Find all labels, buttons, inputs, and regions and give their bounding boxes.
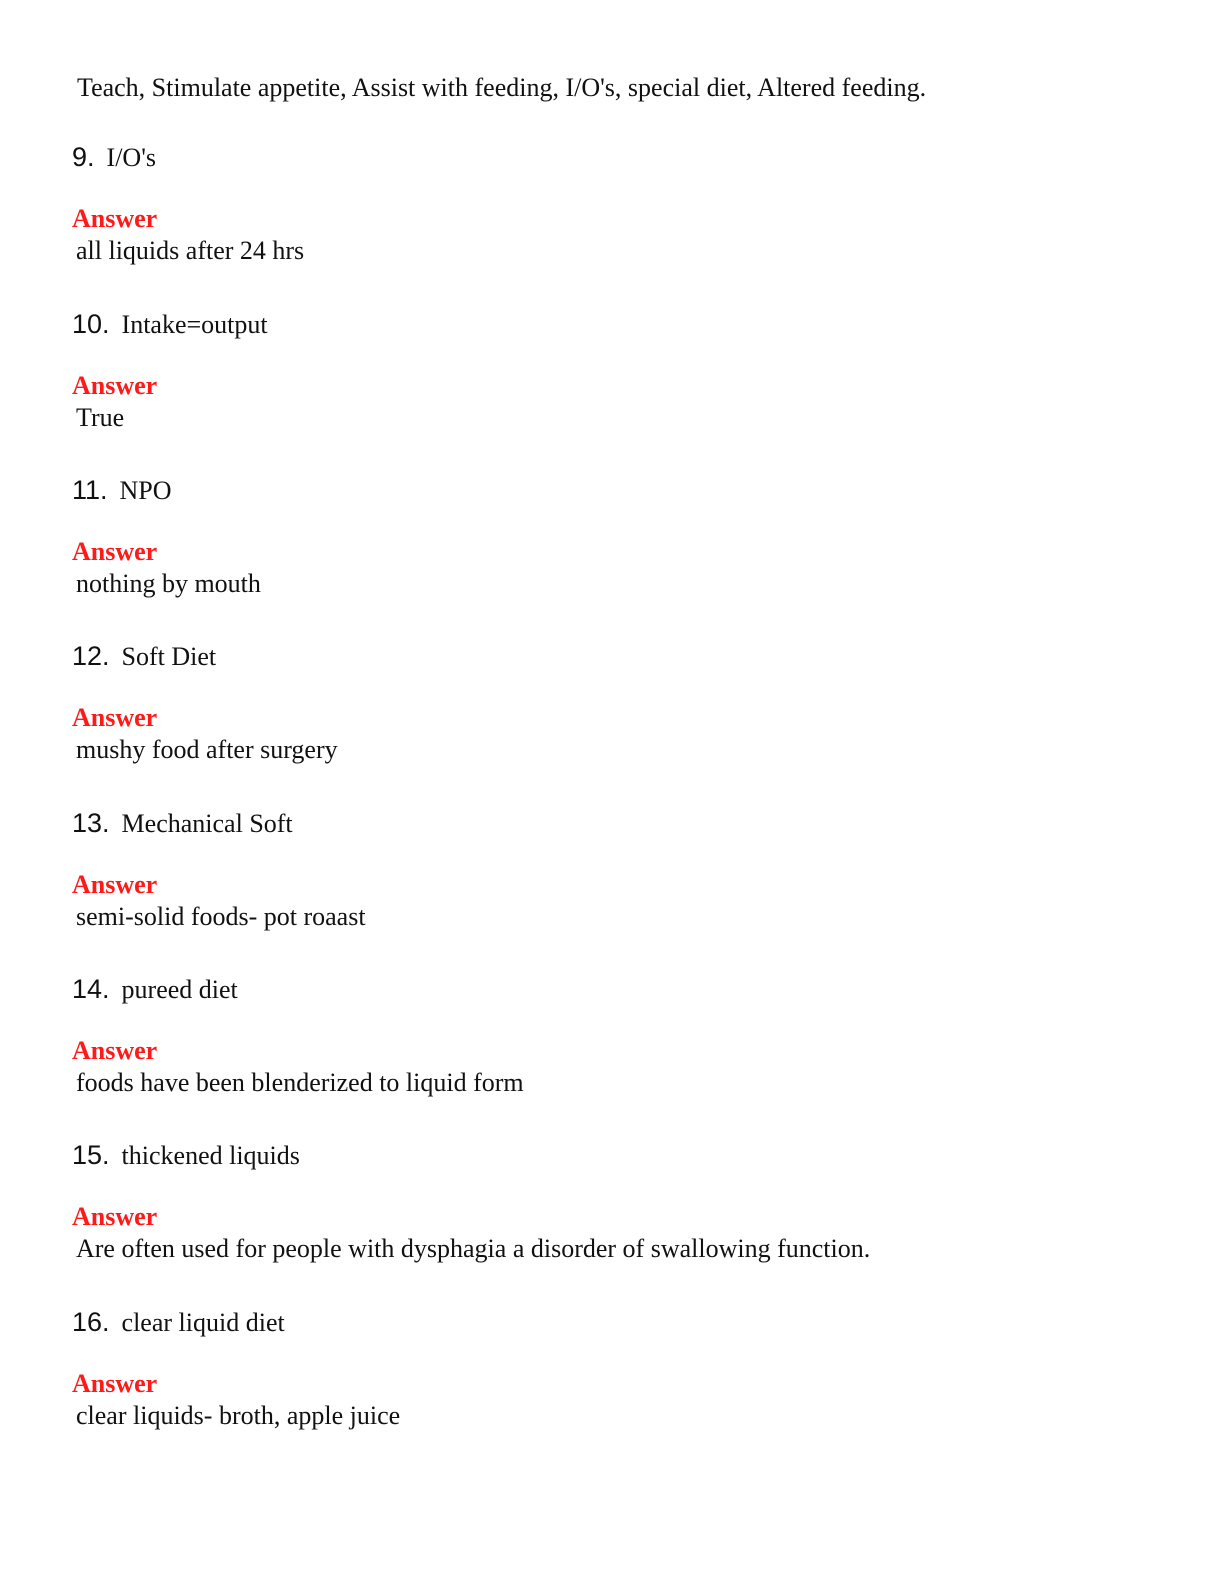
answer-label: Answer (72, 1036, 158, 1065)
question-number: 12. (72, 641, 110, 671)
answer-label: Answer (72, 703, 158, 732)
question-text: Mechanical Soft (121, 809, 293, 838)
qa-item-12 (72, 639, 1172, 767)
answer-text: Are often used for people with dysphagia a disorder of swallowing function. (76, 1234, 871, 1263)
question-line (72, 972, 1172, 1006)
question-line (72, 307, 1172, 341)
qa-item-15 (72, 1138, 1172, 1266)
question-line (72, 140, 1172, 174)
answer-text: foods have been blenderized to liquid form (76, 1068, 524, 1097)
answer-text: all liquids after 24 hrs (76, 236, 305, 265)
qa-item-9 (72, 140, 1172, 268)
qa-item-10 (72, 307, 1172, 435)
question-number: 13. (72, 808, 110, 838)
question-text: Intake=output (121, 310, 268, 339)
question-line (72, 639, 1172, 673)
question-text: thickened liquids (121, 1141, 300, 1170)
question-number: 16. (72, 1307, 110, 1337)
question-text: clear liquid diet (121, 1308, 285, 1337)
question-number: 9. (72, 142, 95, 172)
question-number: 10. (72, 309, 110, 339)
answer-text: True (76, 403, 125, 432)
answer-label: Answer (72, 870, 158, 899)
answer-label: Answer (72, 204, 158, 233)
question-line (72, 1138, 1172, 1172)
qa-item-13 (72, 806, 1172, 934)
question-text: Soft Diet (121, 642, 217, 671)
question-line (72, 473, 1172, 507)
answer-text: nothing by mouth (76, 569, 261, 598)
qa-item-16 (72, 1305, 1172, 1433)
question-line (72, 1305, 1172, 1339)
question-text: NPO (119, 476, 172, 505)
question-text: pureed diet (121, 975, 238, 1004)
answer-text: mushy food after surgery (76, 735, 338, 764)
intro-answer-text: Teach, Stimulate appetite, Assist with feeding, I/O's, special diet, Altered feeding. (77, 73, 927, 102)
qa-item-14 (72, 972, 1172, 1100)
qa-item-11 (72, 473, 1172, 601)
question-number: 11. (72, 475, 108, 505)
question-number: 15. (72, 1140, 110, 1170)
question-text: I/O's (106, 143, 156, 172)
answer-label: Answer (72, 371, 158, 400)
question-line (72, 806, 1172, 840)
answer-label: Answer (72, 1202, 158, 1231)
answer-text: clear liquids- broth, apple juice (76, 1401, 401, 1430)
question-number: 14. (72, 974, 110, 1004)
answer-text: semi-solid foods- pot roaast (76, 902, 366, 931)
answer-label: Answer (72, 1369, 158, 1398)
answer-label: Answer (72, 537, 158, 566)
